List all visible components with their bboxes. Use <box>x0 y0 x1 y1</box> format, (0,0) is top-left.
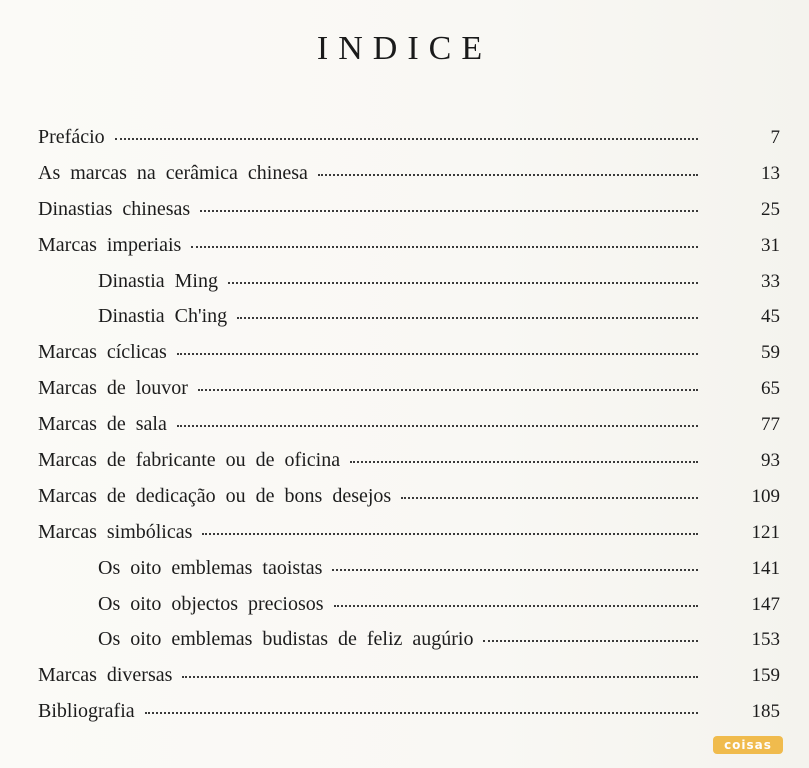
dot-leader <box>177 351 698 355</box>
dot-leader <box>228 280 698 284</box>
toc-entry-page-number: 65 <box>761 378 780 400</box>
watermark-logo: coisas <box>713 736 783 754</box>
toc-entry-label: Os oito objectos preciosos <box>98 592 324 615</box>
toc-entry-label: Os oito emblemas budistas de feliz augúrio <box>98 628 474 651</box>
toc-entry <box>38 198 780 234</box>
dot-leader <box>145 710 698 714</box>
toc-entry <box>38 628 780 664</box>
dot-leader <box>332 567 698 571</box>
toc-entry-page-number: 147 <box>751 593 780 615</box>
toc-entry-page-number: 7 <box>770 127 780 148</box>
toc-entry <box>38 305 780 341</box>
table-of-contents <box>38 126 780 736</box>
toc-entry-page-number: 185 <box>751 701 780 723</box>
dot-leader <box>401 495 698 499</box>
dot-leader <box>200 208 698 212</box>
dot-leader <box>483 638 698 642</box>
toc-entry-label: Marcas simbólicas <box>38 520 193 543</box>
toc-entry-page-number: 121 <box>751 521 780 543</box>
toc-entry-label: Marcas de dedicação ou de bons desejos <box>38 484 392 507</box>
toc-entry-label: Marcas de fabricante ou de oficina <box>38 449 341 472</box>
toc-entry-page-number: 33 <box>761 270 780 292</box>
toc-entry <box>38 664 780 700</box>
toc-entry-label: Marcas de louvor <box>38 377 188 400</box>
toc-entry-label: Dinastia Ming <box>98 269 218 292</box>
toc-entry-label: Marcas imperiais <box>38 233 182 256</box>
toc-entry-label: Dinastias chinesas <box>38 197 191 220</box>
dot-leader <box>334 603 698 607</box>
toc-entry-label: Marcas de sala <box>38 413 167 436</box>
toc-entry <box>38 700 780 736</box>
dot-leader <box>237 315 698 319</box>
toc-entry-page-number: 59 <box>761 342 780 364</box>
toc-entry-page-number: 141 <box>751 557 780 579</box>
toc-entry <box>38 485 780 521</box>
dot-leader <box>202 531 698 535</box>
dot-leader <box>182 674 698 678</box>
toc-entry-page-number: 25 <box>761 198 780 220</box>
dot-leader <box>115 136 698 140</box>
toc-entry <box>38 341 780 377</box>
toc-entry-label: As marcas na cerâmica chinesa <box>38 161 308 184</box>
toc-entry-page-number: 77 <box>761 414 780 436</box>
toc-entry <box>38 449 780 485</box>
dot-leader <box>191 244 698 248</box>
toc-entry-label: Marcas cíclicas <box>38 341 167 364</box>
toc-entry-label: Marcas diversas <box>38 664 173 687</box>
toc-entry-label: Bibliografia <box>38 700 135 723</box>
page-title: INDICE <box>316 30 493 67</box>
toc-entry-page-number: 93 <box>761 450 780 472</box>
toc-entry-page-number: 109 <box>751 485 780 507</box>
toc-entry <box>38 521 780 557</box>
dot-leader <box>350 459 698 463</box>
toc-entry-label: Dinastia Ch'ing <box>98 305 228 328</box>
toc-entry <box>38 270 780 306</box>
toc-entry-page-number: 45 <box>761 306 780 328</box>
toc-entry-page-number: 13 <box>761 162 780 184</box>
toc-entry-label: Prefácio <box>38 126 105 148</box>
dot-leader <box>177 423 698 427</box>
toc-entry-page-number: 31 <box>761 234 780 256</box>
dot-leader <box>318 172 698 176</box>
toc-entry <box>38 593 780 629</box>
dot-leader <box>198 387 698 391</box>
toc-entry <box>38 413 780 449</box>
toc-entry <box>38 126 780 162</box>
toc-entry-page-number: 153 <box>751 629 780 651</box>
toc-entry <box>38 377 780 413</box>
toc-entry-page-number: 159 <box>751 665 780 687</box>
toc-entry <box>38 162 780 198</box>
toc-entry <box>38 557 780 593</box>
toc-entry <box>38 234 780 270</box>
toc-entry-label: Os oito emblemas taoistas <box>98 556 323 579</box>
